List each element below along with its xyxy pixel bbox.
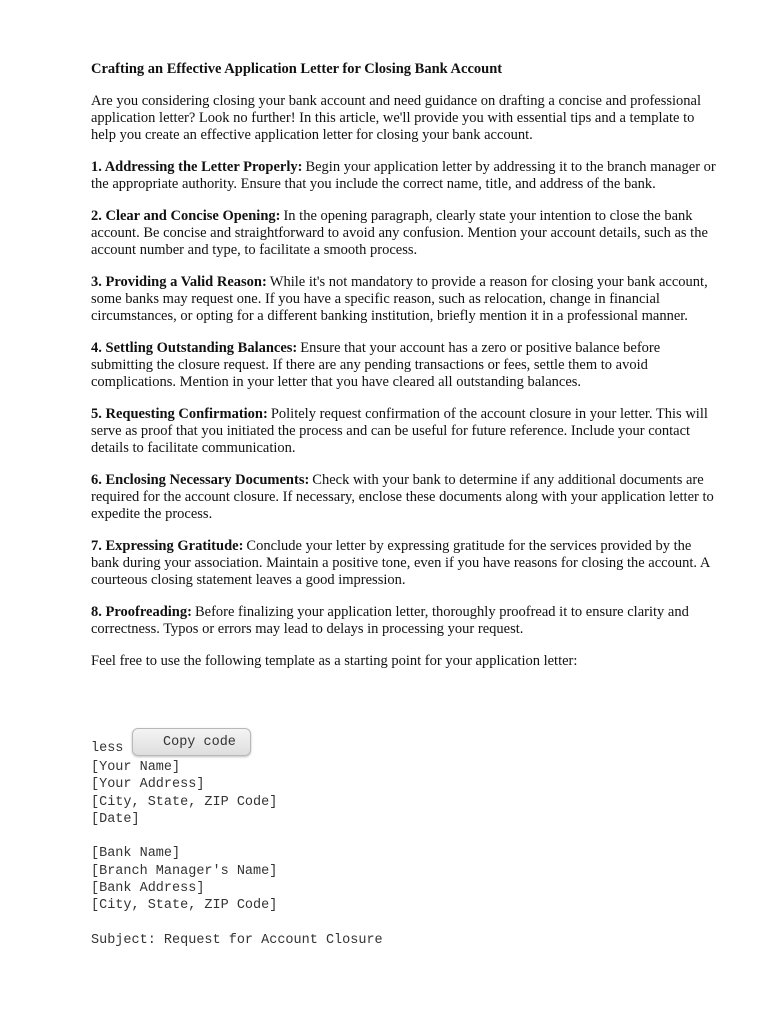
code-line: [City, State, ZIP Code] [91,898,278,914]
tip-heading: 8. Proofreading: [91,604,192,620]
code-line [91,828,719,845]
code-language-label: less [91,741,124,756]
tip-section [91,208,719,259]
code-line [91,915,719,932]
code-line: [Bank Address] [91,881,205,897]
code-block [91,728,719,949]
tip-heading: 4. Settling Outstanding Balances: [91,340,298,356]
tip-heading: 1. Addressing the Letter Properly: [91,159,303,175]
tip-section [91,406,719,457]
template-intro: Feel free to use the following template as a starting point for your application letter: [91,653,578,669]
code-line: [Bank Name] [91,846,181,862]
tip-text: While it's not mandatory to provide a reason for closing your bank account, some banks may request one. If you have a specific reason, such as relocation, change in financial circumstances, or opting for a different banking institution, briefly mention it in a professional manner. [91,274,708,324]
copy-code-button[interactable]: Copy code [132,728,251,756]
tip-text: In the opening paragraph, clearly state your intention to close the bank account. Be concise and straightforward to avoid any confusion. Mention your account details, such as the account number and type, to facilitate a smooth process. [91,208,708,258]
code-line: [Branch Manager's Name] [91,863,278,879]
article-title: Crafting an Effective Application Letter for Closing Bank Account [91,61,503,77]
tip-section [91,538,719,589]
tip-heading: 3. Providing a Valid Reason: [91,274,267,290]
tip-section [91,159,719,193]
tip-heading: 7. Expressing Gratitude: [91,538,244,554]
tip-heading: 5. Requesting Confirmation: [91,406,268,422]
code-content [91,759,719,949]
tip-text: Before finalizing your application letter, thoroughly proofread it to ensure clarity and correctness. Typos or errors may lead to delays in processing your request. [91,604,689,637]
tip-text: Politely request confirmation of the account closure in your letter. This will serve as proof that you initiated the process and can be useful for future reference. Include your contact details to facilitate communication. [91,406,708,456]
code-line: [City, State, ZIP Code] [91,794,278,810]
tip-section [91,274,719,325]
tip-heading: 2. Clear and Concise Opening: [91,208,281,224]
tip-text: Conclude your letter by expressing gratitude for the services provided by the bank during your association. Maintain a positive tone, even if you have reasons for closing the account. A courteous closing statement leaves a good impression. [91,538,710,588]
tip-heading: 6. Enclosing Necessary Documents: [91,472,310,488]
tip-text: Check with your bank to determine if any additional documents are required for the account closure. If necessary, enclose these documents along with your application letter to expedite the process. [91,472,714,522]
tip-section [91,604,719,638]
code-line: [Your Address] [91,777,205,793]
intro-paragraph: Are you considering closing your bank account and need guidance on drafting a concise and professional application letter? Look no further! In this article, we'll provide you with essential tips and a template to help you create an effective application letter for closing your bank account. [91,93,702,143]
code-line: [Your Name] [91,760,181,775]
tips-list [91,159,719,638]
article [91,60,719,685]
code-line: [Date] [91,811,140,827]
tip-text: Ensure that your account has a zero or positive balance before submitting the closure request. If there are any pending transactions or fees, settle them to avoid complications. Mention in your letter that you have cleared all outstanding balances. [91,340,661,390]
tip-section [91,340,719,391]
code-line: Subject: Request for Account Closure [91,932,383,948]
code-block-header [91,728,719,758]
tip-section [91,472,719,523]
tip-text: Begin your application letter by addressing it to the branch manager or the appropriate authority. Ensure that you include the correct name, title, and address of the bank. [91,159,716,192]
